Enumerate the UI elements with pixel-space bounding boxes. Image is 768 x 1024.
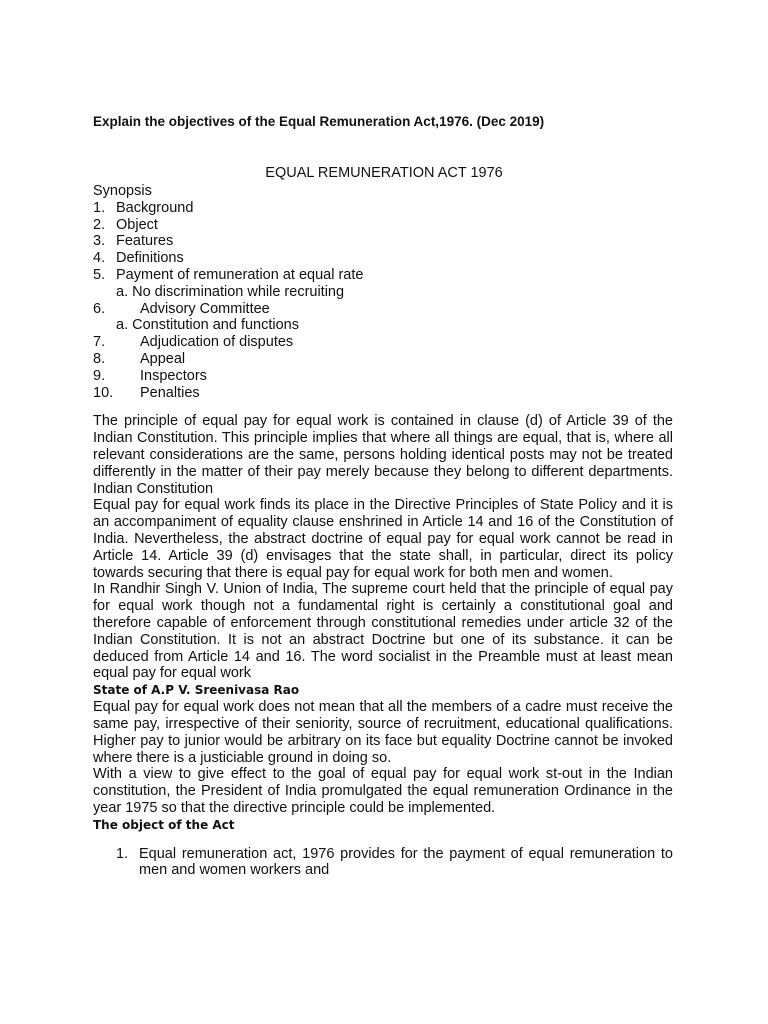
synopsis-item [93, 334, 673, 351]
synopsis-item-number: 2. [93, 216, 106, 233]
synopsis-item-label: Adjudication of disputes [140, 334, 294, 351]
synopsis-item-number: 3. [93, 233, 106, 250]
synopsis-item-number: 5. [93, 266, 106, 283]
synopsis-heading: Synopsis [93, 183, 152, 199]
paragraph-article-39: The principle of equal pay for equal work is contained in clause (d) of Article 39 of the Indian Constitution. This principle implies that where all things are equal, that is, where all relevant considerations are the same, persons holding identical posts may not be treated differently in the matter of their pay merely because they belong to different departments. Indian Constitution [93, 413, 673, 497]
object-item-number: 1. [116, 845, 129, 862]
object-list-item [93, 846, 673, 880]
paragraph-randhir-singh: In Randhir Singh V. Union of India, The supreme court held that the principle of equal pay for equal work though not a fundamental right is certainly a constitutional goal and therefore capable of enforcement through constitutional remedies under article 32 of the Indian Constitution. It is not an abstract Doctrine but one of its substance. it can be deduced from Article 14 and 16. The word socialist in the Preamble must at least mean equal pay for equal work [93, 581, 673, 682]
synopsis-item-number: 6. [93, 300, 106, 317]
synopsis-item-number: 8. [93, 350, 106, 367]
document-title: EQUAL REMUNERATION ACT 1976 [265, 165, 503, 181]
synopsis-item-label: Features [116, 233, 174, 250]
synopsis-item-label: Penalties [140, 384, 200, 401]
synopsis-item [93, 267, 673, 284]
paragraph-sreenivasa-rao: Equal pay for equal work does not mean that all the members of a cadre must receive the same pay, irrespective of their seniority, source of recruitment, educational qualifications. Higher pay to junior would be arbitrary on its face but equality Doctrine cannot be invoked where there is a justiciable ground in doing so. [93, 699, 673, 766]
synopsis-item-label: Appeal [140, 350, 186, 367]
synopsis-item-number: 1. [93, 199, 106, 216]
synopsis-item-number: 7. [93, 334, 106, 351]
synopsis-item [93, 368, 673, 385]
exam-question: Explain the objectives of the Equal Remuneration Act,1976. (Dec 2019) [93, 114, 545, 129]
synopsis-item-label: Background [116, 199, 194, 216]
synopsis-item [93, 250, 673, 267]
synopsis-item [93, 233, 673, 250]
synopsis-item-label: Object [116, 216, 158, 233]
synopsis-item-label: Definitions [116, 250, 184, 267]
paragraph-directive-principles: Equal pay for equal work finds its place in the Directive Principles of State Policy and it is an accompaniment of equality clause enshrined in Article 14 and 16 of the Constitution of India. Nevertheless, the abstract doctrine of equal pay for equal work cannot be read in Article 14. Article 39 (d) envisages that the state shall, in particular, direct its policy towards securing that there is equal pay for equal work for both men and women. [93, 497, 673, 581]
case-heading: State of A.P V. Sreenivasa Rao [93, 683, 300, 698]
object-heading: The object of the Act [93, 817, 235, 832]
synopsis-subitem [93, 317, 673, 334]
synopsis-item [93, 301, 673, 318]
synopsis-item-label: Inspectors [140, 367, 207, 384]
synopsis-item [93, 385, 673, 402]
synopsis-list [93, 200, 673, 402]
synopsis-item-number: 9. [93, 367, 106, 384]
synopsis-item [93, 351, 673, 368]
synopsis-item-label: Advisory Committee [140, 300, 270, 317]
object-list [93, 846, 673, 880]
body-text [93, 413, 673, 879]
synopsis-item-number: 10. [93, 384, 114, 401]
synopsis-item-label: Payment of remuneration at equal rate [116, 266, 364, 283]
synopsis-item-label: a. No discrimination while recruiting [116, 283, 345, 300]
synopsis-item-number: 4. [93, 250, 106, 267]
paragraph-ordinance: With a view to give effect to the goal of equal pay for equal work st-out in the Indian constitution, the President of India promulgated the equal remuneration Ordinance in the year 1975 so that the directive principle could be implemented. [93, 766, 673, 816]
synopsis-item [93, 200, 673, 217]
synopsis-subitem [93, 284, 673, 301]
document-body [93, 183, 673, 879]
synopsis-item-label: a. Constitution and functions [116, 317, 299, 334]
object-item-text: Equal remuneration act, 1976 provides for the payment of equal remuneration to men and women workers and [139, 845, 673, 879]
synopsis-item [93, 217, 673, 234]
